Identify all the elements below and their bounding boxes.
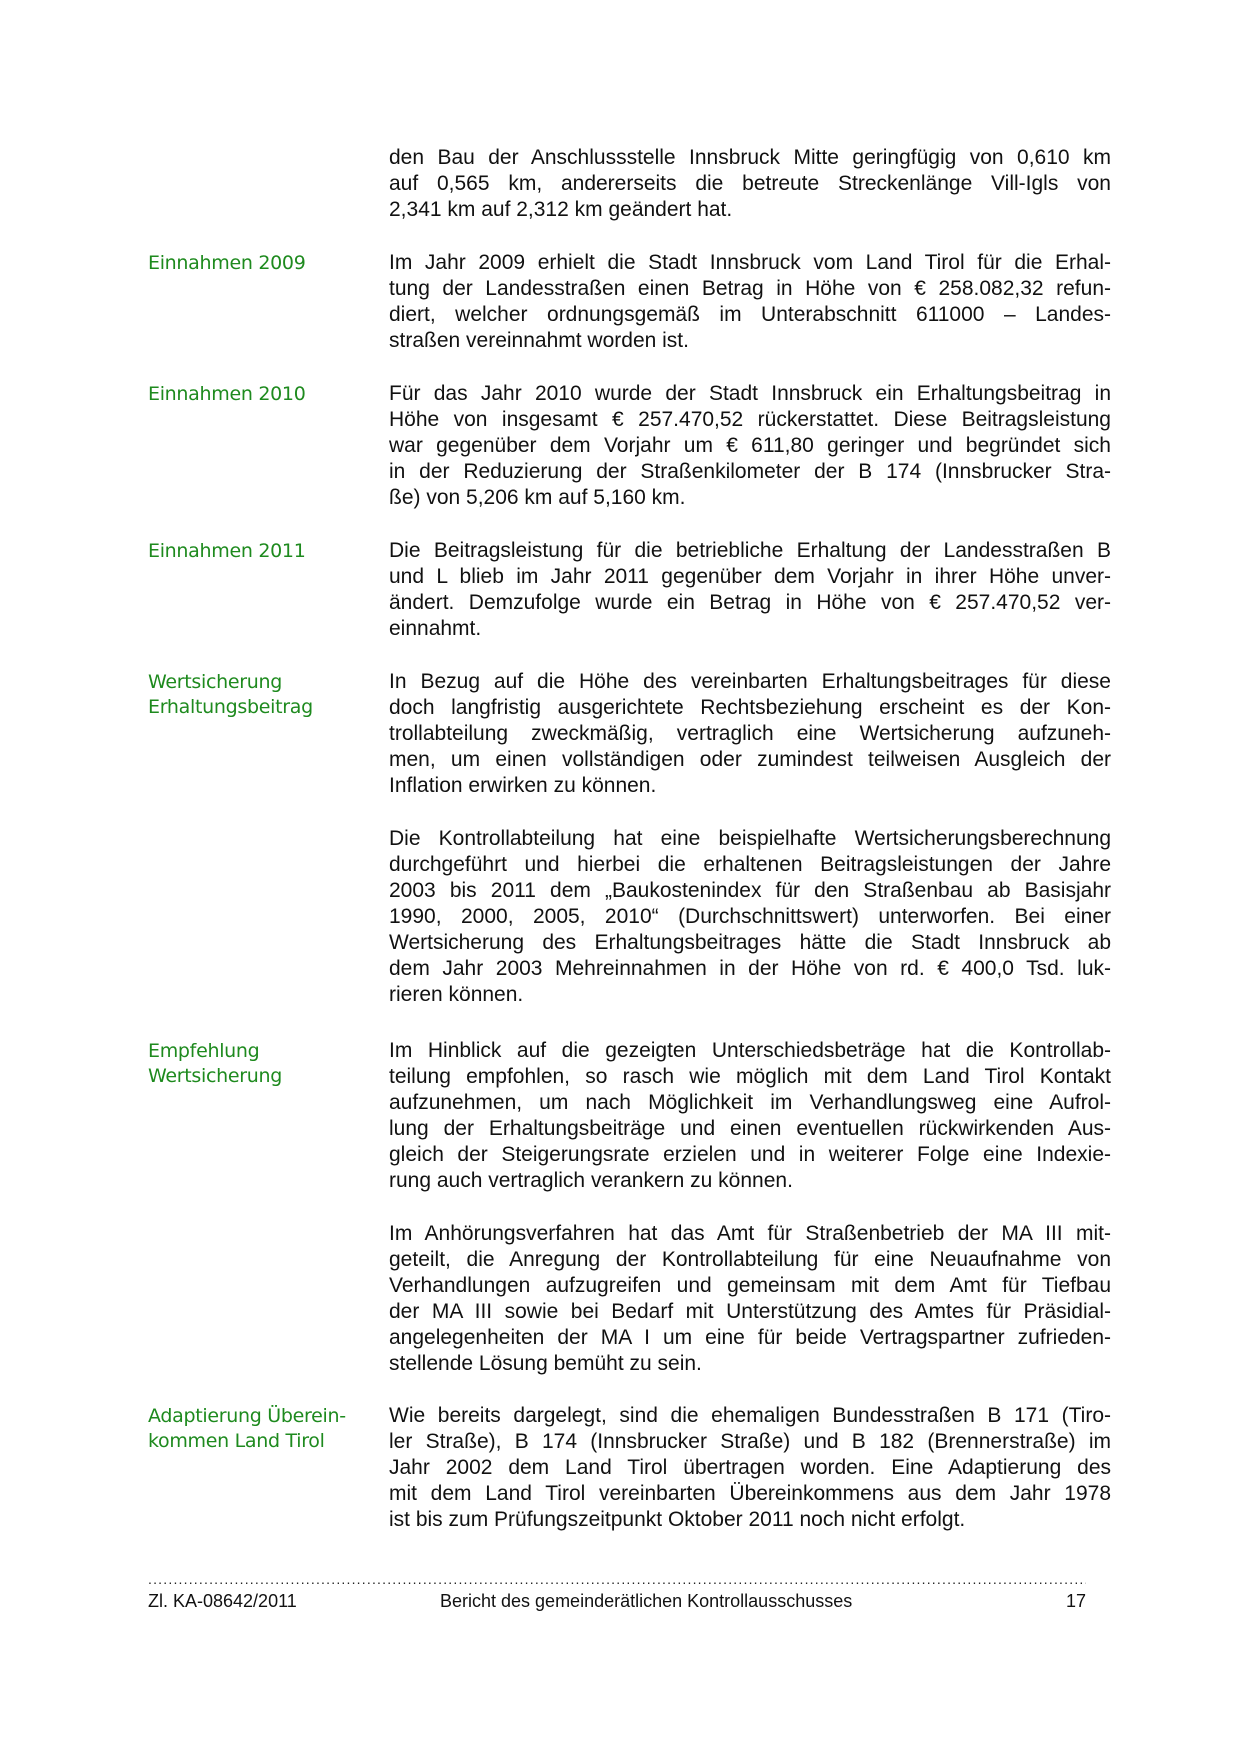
text-line: ist bis zum Prüfungszeitpunkt Oktober 2011 noch nicht erfolgt. (389, 1508, 966, 1531)
page-number: 17 (1065, 1591, 1086, 1611)
text-line: ändert. Demzufolge wurde ein Betrag in Höhe von € 257.470,52 ver- (389, 591, 1111, 614)
margin-note-line: Erhaltungsbeitrag (148, 696, 313, 718)
text-line: gleich der Steigerungsrate erzielen und in weiterer Folge eine Indexie- (389, 1143, 1111, 1166)
text-line: stellende Lösung bemüht zu sein. (389, 1352, 702, 1375)
text-line: aufzunehmen, um nach Möglichkeit im Verhandlungsweg eine Aufrol- (389, 1091, 1111, 1114)
margin-note-empfehlung-wertsicherung (148, 1039, 358, 1089)
text-line: und L blieb im Jahr 2011 gegenüber dem Vorjahr in ihrer Höhe unver- (389, 565, 1111, 588)
text-line: Im Jahr 2009 erhielt die Stadt Innsbruck vom Land Tirol für die Erhal- (389, 251, 1111, 274)
footer-reference: Zl. KA-08642/2011 (148, 1591, 297, 1611)
paragraph-continuation (389, 145, 1111, 223)
text-line: der MA III sowie bei Bedarf mit Unterstützung des Amtes für Präsidial- (389, 1300, 1111, 1323)
margin-note-adaptierung-uebereinkommen (148, 1404, 358, 1454)
paragraph-wertsicherung (389, 669, 1111, 799)
text-line: Verhandlungen aufzugreifen und gemeinsam mit dem Amt für Tiefbau (389, 1274, 1111, 1297)
text-line: auf 0,565 km, andererseits die betreute Streckenlänge Vill-Igls von (389, 172, 1111, 195)
text-line: trollabteilung zweckmäßig, vertraglich eine Wertsicherung aufzuneh- (389, 722, 1111, 745)
paragraph-adaptierung (389, 1403, 1111, 1533)
text-line: In Bezug auf die Höhe des vereinbarten Erhaltungsbeitrages für diese (389, 670, 1111, 693)
text-line: mit dem Land Tirol vereinbarten Übereinkommens aus dem Jahr 1978 (389, 1482, 1111, 1505)
text-line: ße) von 5,206 km auf 5,160 km. (389, 486, 686, 509)
text-line: rung auch vertraglich verankern zu können. (389, 1169, 793, 1192)
text-line: 2003 bis 2011 dem „Baukostenindex für den Straßenbau ab Basisjahr (389, 879, 1111, 902)
text-line: Wertsicherung des Erhaltungsbeitrages hätte die Stadt Innsbruck ab (389, 931, 1111, 954)
margin-note-wertsicherung-erhaltungsbeitrag (148, 670, 358, 720)
text-line: 2,341 km auf 2,312 km geändert hat. (389, 198, 733, 221)
paragraph-einnahmen-2009 (389, 250, 1111, 354)
page-footer (148, 1589, 1086, 1613)
text-line: ler Straße), B 174 (Innsbrucker Straße) und B 182 (Brennerstraße) im (389, 1430, 1111, 1453)
paragraph-anhoerungsverfahren (389, 1221, 1111, 1377)
text-line: war gegenüber dem Vorjahr um € 611,80 geringer und begründet sich (389, 434, 1111, 457)
text-line: in der Reduzierung der Straßenkilometer der B 174 (Innsbrucker Stra- (389, 460, 1111, 483)
margin-note-line: Adaptierung Überein- (148, 1405, 346, 1427)
text-line: Für das Jahr 2010 wurde der Stadt Innsbruck ein Erhaltungsbeitrag in (389, 382, 1111, 405)
text-line: Wie bereits dargelegt, sind die ehemaligen Bundesstraßen B 171 (Tiro- (389, 1404, 1111, 1427)
text-line: 1990, 2000, 2005, 2010“ (Durchschnittswert) unterworfen. Bei einer (389, 905, 1111, 928)
text-line: teilung empfohlen, so rasch wie möglich mit dem Land Tirol Kontakt (389, 1065, 1111, 1088)
paragraph-wertsicherungsberechnung (389, 826, 1111, 1008)
text-line: Jahr 2002 dem Land Tirol übertragen worden. Eine Adaptierung des (389, 1456, 1111, 1479)
text-line: Inflation erwirken zu können. (389, 774, 657, 797)
margin-note-line: Wertsicherung (148, 671, 283, 693)
text-line: angelegenheiten der MA I um eine für beide Vertragspartner zufrieden- (389, 1326, 1111, 1349)
text-line: diert, welcher ordnungsgemäß im Unterabschnitt 611000 – Landes- (389, 303, 1111, 326)
text-line: Im Anhörungsverfahren hat das Amt für Straßenbetrieb der MA III mit- (389, 1222, 1111, 1245)
paragraph-empfehlung (389, 1038, 1111, 1194)
text-line: den Bau der Anschlussstelle Innsbruck Mitte geringfügig von 0,610 km (389, 146, 1111, 169)
text-line: Die Beitragsleistung für die betriebliche Erhaltung der Landesstraßen B (389, 539, 1111, 562)
text-line: Die Kontrollabteilung hat eine beispielhafte Wertsicherungsberechnung (389, 827, 1111, 850)
text-line: geteilt, die Anregung der Kontrollabteilung für eine Neuaufnahme von (389, 1248, 1111, 1271)
text-line: straßen vereinnahmt worden ist. (389, 329, 689, 352)
margin-note-line: kommen Land Tirol (148, 1430, 325, 1452)
footer-dotted-rule (148, 1574, 1086, 1584)
margin-note-einnahmen-2011 (148, 539, 358, 564)
paragraph-einnahmen-2011 (389, 538, 1111, 642)
text-line: dem Jahr 2003 Mehreinnahmen in der Höhe von rd. € 400,0 Tsd. luk- (389, 957, 1111, 980)
paragraph-einnahmen-2010 (389, 381, 1111, 511)
text-line: durchgeführt und hierbei die erhaltenen Beitragsleistungen der Jahre (389, 853, 1111, 876)
margin-note-line: Einnahmen 2010 (148, 383, 306, 405)
margin-note-einnahmen-2009 (148, 251, 358, 276)
text-line: lung der Erhaltungsbeiträge und einen eventuellen rückwirkenden Aus- (389, 1117, 1111, 1140)
text-line: einnahmt. (389, 617, 482, 640)
text-line: rieren können. (389, 983, 524, 1006)
text-line: doch langfristig ausgerichtete Rechtsbeziehung erscheint es der Kon- (389, 696, 1111, 719)
margin-note-line: Empfehlung (148, 1040, 260, 1062)
margin-note-line: Einnahmen 2009 (148, 252, 306, 274)
text-line: Im Hinblick auf die gezeigten Unterschiedsbeträge hat die Kontrollab- (389, 1039, 1111, 1062)
text-line: Höhe von insgesamt € 257.470,52 rückerstattet. Diese Beitragsleistung (389, 408, 1111, 431)
footer-title: Bericht des gemeinderätlichen Kontrollausschusses (440, 1591, 853, 1611)
text-line: tung der Landesstraßen einen Betrag in Höhe von € 258.082,32 refun- (389, 277, 1111, 300)
margin-note-line: Wertsicherung (148, 1065, 283, 1087)
margin-note-line: Einnahmen 2011 (148, 540, 306, 562)
text-line: men, um einen vollständigen oder zumindest teilweisen Ausgleich der (389, 748, 1111, 771)
margin-note-einnahmen-2010 (148, 382, 358, 407)
